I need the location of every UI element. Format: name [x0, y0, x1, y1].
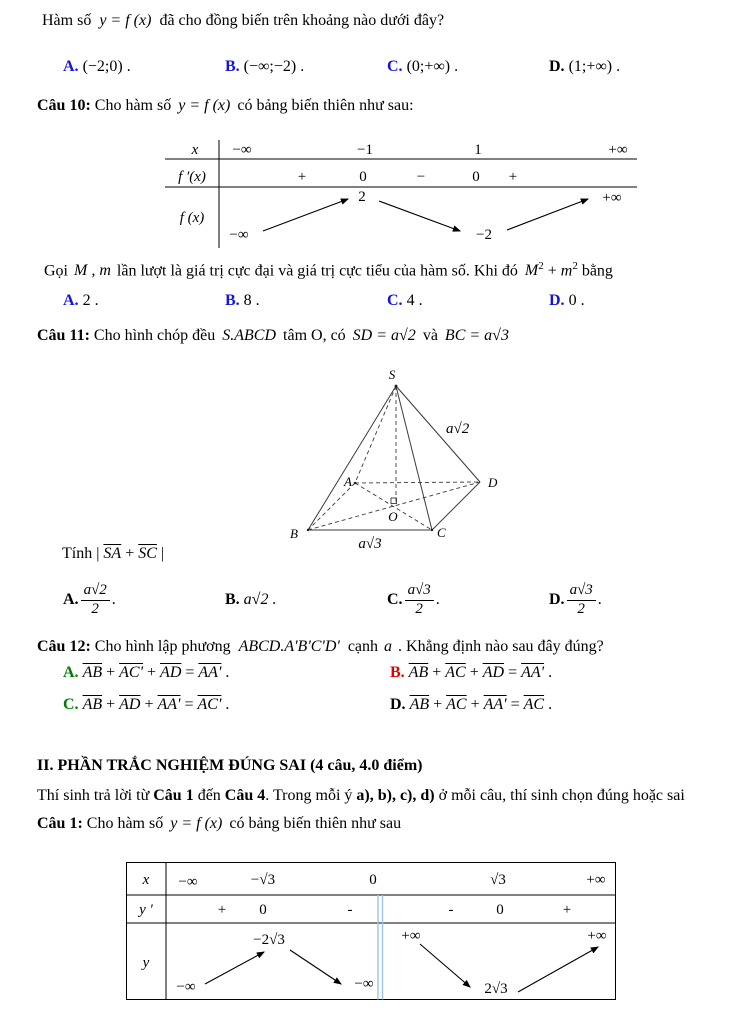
c1-table-x-label: x [142, 872, 150, 888]
q11-option-a-label: A. [63, 591, 79, 608]
q10-f-min: −2 [476, 227, 492, 243]
q10-sign-plus1: + [297, 169, 307, 185]
plus-sign: + [469, 664, 479, 681]
q10-option-a-label: A. [63, 292, 79, 309]
q11-option-d [549, 574, 602, 626]
q10-option-b-label: B. [225, 292, 240, 309]
q10-note [44, 260, 613, 280]
c1-tick-sqrt3: √3 [490, 872, 506, 888]
c1-variation-table [126, 862, 618, 1002]
q9-math: y = f (x) [99, 12, 152, 29]
q9-option-c [387, 58, 458, 76]
q10-option-c-value: 4 . [406, 292, 423, 309]
q11-pyramid-figure [280, 365, 515, 557]
c1-yp-minus1: - [347, 902, 353, 918]
q10-note-vars: M , m [74, 262, 111, 280]
equals-sign: = [508, 664, 518, 681]
q11-option-d-denominator: 2 [577, 600, 585, 617]
period: . [225, 664, 230, 681]
sec2-part1: Câu 1 [153, 787, 194, 804]
q9-text-pre: Hàm số [42, 12, 92, 29]
q12-option-c-vec3: AA' [157, 696, 181, 713]
q10-note-M-sup: 2 [538, 260, 544, 272]
q9-stem [42, 12, 444, 30]
q10-tick-neg1: −1 [357, 142, 373, 158]
c1-tick-neg-inf: −∞ [178, 874, 198, 890]
q12-intro-post: . Khẳng định nào sau đây đúng? [398, 638, 604, 655]
q12-option-d-vec1: $\overline{AB}$ [409, 696, 430, 713]
q9-option-d-label: D. [549, 58, 565, 75]
q9-text-post: đã cho đồng biến trên khoảng nào dưới đây? [159, 12, 445, 29]
sec2-part4: . Trong mỗi ý [265, 787, 357, 804]
c1-heading: Câu 1: [37, 815, 83, 832]
q10-note-plus: + [547, 262, 557, 280]
q12-option-c-label: C. [63, 696, 79, 713]
q12-option-a-vec1: $\overline{AB}$ [82, 664, 103, 681]
q10-table-x-label: x [191, 142, 199, 158]
q12-option-c [63, 696, 229, 714]
q12-option-c-vec4: AC' [197, 696, 222, 713]
q11-option-d-label: D. [549, 591, 565, 608]
pyramid-edge-label-SD: a√2 [446, 421, 470, 437]
c1-yp-plus2: + [562, 902, 572, 918]
q11-option-a-numerator: a√2 [81, 582, 110, 600]
q10-note-pre: Gọi [44, 262, 68, 280]
c1-yp-zero2: 0 [496, 902, 504, 918]
q11-intro-solid: S.ABCD [222, 327, 277, 344]
q10-sign-zero1: 0 [359, 169, 367, 185]
q12-option-a-vec4: AA' [198, 664, 222, 681]
sec2-part2: đến [193, 787, 225, 804]
q11-ask-pre: Tính | [62, 545, 100, 562]
q12-option-b [390, 664, 552, 682]
q11-option-d-dot: . [597, 591, 602, 608]
q11-vector-SA: $\overline{SA}$ [103, 545, 122, 562]
q11-ask-plus: + [125, 545, 135, 562]
q10-f-start: −∞ [229, 227, 249, 243]
q10-tick-pos-inf: +∞ [608, 142, 628, 158]
q10-option-a [63, 292, 99, 310]
q10-option-c [387, 292, 423, 310]
q9-option-d-value: (1;+∞) . [568, 58, 621, 75]
q12-option-c-vec1: $\overline{AB}$ [82, 696, 103, 713]
q11-option-c-label: C. [387, 591, 403, 608]
q9-option-a-label: A. [63, 58, 79, 75]
q10-intro-pre: Cho hàm số [94, 97, 172, 114]
c1-table-double-line [378, 895, 383, 1000]
q10-option-b-value: 8 . [243, 292, 260, 309]
q10-option-d-label: D. [549, 292, 565, 309]
plus-sign: + [432, 664, 442, 681]
q12-option-d-vec3: AA' [483, 696, 507, 713]
c1-intro-math: y = f (x) [170, 815, 223, 832]
sec2-part3: Câu 4 [224, 787, 266, 804]
q10-variation-table [165, 138, 637, 250]
q12-option-b-vec3: $\overline{AD}$ [482, 664, 505, 681]
q12-option-a-label: A. [63, 664, 79, 681]
period: . [548, 696, 553, 713]
sec2-part0: Thí sinh trả lời từ [37, 787, 154, 804]
plus-sign: + [470, 696, 480, 713]
q12-intro-pre: Cho hình lập phương [94, 638, 231, 655]
q9-option-c-value: (0;+∞) . [406, 58, 459, 75]
q12-option-a-vec3: $\overline{AD}$ [160, 664, 182, 681]
plus-sign: + [106, 696, 116, 713]
q12-option-c-vec2: $\overline{AD}$ [119, 696, 141, 713]
q11-heading: Câu 11: [37, 327, 90, 344]
q12-option-d-vec2: $\overline{AC}$ [446, 696, 467, 713]
q10-note-post: bằng [581, 262, 613, 280]
q11-option-b-value: a√2 . [243, 591, 277, 608]
q11-ask [62, 545, 164, 563]
q11-stem [37, 327, 509, 345]
period: . [548, 664, 553, 681]
q10-stem [37, 97, 414, 115]
q10-f-max: 2 [358, 189, 366, 205]
plus-sign: + [106, 664, 116, 681]
q10-sign-zero2: 0 [472, 169, 480, 185]
q10-option-c-label: C. [387, 292, 403, 309]
pyramid-label-S: S [388, 367, 396, 382]
c1-table-arrows [205, 944, 598, 992]
q11-vector-SC: $\overline{SC}$ [138, 545, 157, 562]
q10-option-b [225, 292, 260, 310]
q12-intro-cube: ABCD.A'B'C'D' [238, 638, 340, 655]
q10-sign-plus2: + [508, 169, 518, 185]
q12-option-b-label: B. [390, 664, 405, 681]
q10-table-f-label: f (x) [179, 210, 205, 226]
q11-option-d-numerator: a√3 [567, 582, 596, 600]
section2-instructions [37, 787, 685, 805]
q12-option-b-vec1: $\overline{AB}$ [408, 664, 429, 681]
sec2-part5: a), b), c), d) [356, 787, 435, 804]
q11-option-c-numerator: a√3 [405, 582, 434, 600]
q11-intro-and: và [422, 327, 438, 344]
q11-option-c [387, 574, 440, 626]
equals-sign: = [185, 664, 195, 681]
q10-sign-minus: − [416, 169, 426, 185]
q10-intro-post: có bảng biến thiên như sau: [237, 97, 414, 114]
q11-intro-mid: tâm O, có [283, 327, 346, 344]
q10-note-mid: lần lượt là giá trị cực đại và giá trị cực tiểu của hàm số. Khi đó [116, 262, 518, 280]
c1-yp-minus2: - [448, 902, 454, 918]
c1-y-from: +∞ [401, 928, 421, 944]
q11-option-a-denominator: 2 [91, 600, 99, 617]
pyramid-label-D: D [488, 475, 498, 490]
q11-option-c-dot: . [435, 591, 440, 608]
c1-tick-neg-sqrt3: −√3 [250, 872, 276, 888]
q9-option-a-value: (−2;0) . [82, 58, 131, 75]
q12-option-d-label: D. [390, 696, 406, 713]
section2-title: II. PHẦN TRẮC NGHIỆM ĐÚNG SAI (4 câu, 4.0 điểm) [37, 757, 423, 774]
q10-table-arrows [263, 199, 588, 231]
c1-yp-zero1: 0 [259, 902, 267, 918]
q9-option-b-label: B. [225, 58, 240, 75]
c1-yp-plus1: + [217, 902, 227, 918]
pyramid-label-B: B [290, 526, 298, 541]
c1-y-end: +∞ [587, 928, 607, 944]
q11-option-b [225, 574, 276, 626]
equals-sign: = [184, 696, 194, 713]
q10-note-m-sup: 2 [572, 260, 578, 272]
q10-heading: Câu 10: [37, 97, 91, 114]
c1-y-start: −∞ [176, 979, 196, 995]
q10-intro-math: y = f (x) [178, 97, 231, 114]
q12-option-d [390, 696, 552, 714]
q10-option-a-value: 2 . [82, 292, 99, 309]
q9-option-c-label: C. [387, 58, 403, 75]
pyramid-label-A: A [344, 474, 352, 489]
q11-intro-pre: Cho hình chóp đều [93, 327, 216, 344]
equals-sign: = [510, 696, 520, 713]
q10-note-M: M [524, 262, 539, 280]
sec2-part6: ở mỗi câu, thí sinh chọn đúng hoặc sai [434, 787, 685, 804]
c1-intro-post: có bảng biến thiên như sau [229, 815, 402, 832]
q12-option-d-vec4: $\overline{AC}$ [523, 696, 545, 713]
q11-option-c-denominator: 2 [415, 600, 423, 617]
c1-intro-pre: Cho hàm số [86, 815, 164, 832]
q11-option-a-dot: . [111, 591, 116, 608]
q10-option-d [549, 292, 585, 310]
q10-note-m: m [560, 262, 573, 280]
q11-option-c-fraction [405, 582, 434, 618]
q9-option-a [63, 58, 131, 76]
q12-heading: Câu 12: [37, 638, 91, 655]
q9-option-b [225, 58, 304, 76]
q10-tick-neg-inf: −∞ [232, 142, 252, 158]
q12-option-b-vec2: $\overline{AC}$ [445, 664, 466, 681]
q11-option-d-fraction [567, 582, 596, 618]
plus-sign: + [147, 664, 157, 681]
q11-option-a-fraction [81, 582, 110, 618]
q12-option-a-vec2: AC' [119, 664, 144, 681]
plus-sign: + [433, 696, 443, 713]
c1-table-yprime-label: y ′ [139, 902, 153, 918]
plus-sign: + [144, 696, 154, 713]
pyramid-edge-label-BC: a√3 [358, 536, 382, 552]
c1-stem [37, 815, 401, 833]
q10-tick-1: 1 [474, 142, 482, 158]
c1-y-peak: −2√3 [253, 932, 285, 948]
q12-intro-a: a [384, 638, 393, 655]
q11-option-b-label: B. [225, 591, 240, 608]
pyramid-label-C: C [437, 525, 446, 540]
c1-table-y-label: y [142, 955, 150, 971]
period: . [225, 696, 230, 713]
q10-option-d-value: 0 . [568, 292, 585, 309]
c1-tick-zero: 0 [369, 872, 377, 888]
q11-intro-sd: SD = a√2 [352, 327, 416, 344]
c1-tick-pos-inf: +∞ [586, 872, 606, 888]
q12-option-a [63, 664, 229, 682]
q12-stem [37, 638, 604, 656]
c1-y-valley: 2√3 [484, 981, 508, 997]
c1-y-drop: −∞ [354, 976, 374, 992]
q11-option-a [63, 574, 116, 626]
q10-table-fprime-label: f ′(x) [178, 169, 206, 185]
q9-option-b-value: (−∞;−2) . [243, 58, 305, 75]
pyramid-label-O: O [388, 509, 398, 524]
q12-option-b-vec4: AA' [521, 664, 545, 681]
q12-intro-mid: cạnh [347, 638, 379, 655]
q9-option-d [549, 58, 620, 76]
q11-intro-bc: BC = a√3 [444, 327, 509, 344]
q11-ask-close: | [160, 545, 165, 562]
q10-f-end: +∞ [602, 190, 622, 206]
